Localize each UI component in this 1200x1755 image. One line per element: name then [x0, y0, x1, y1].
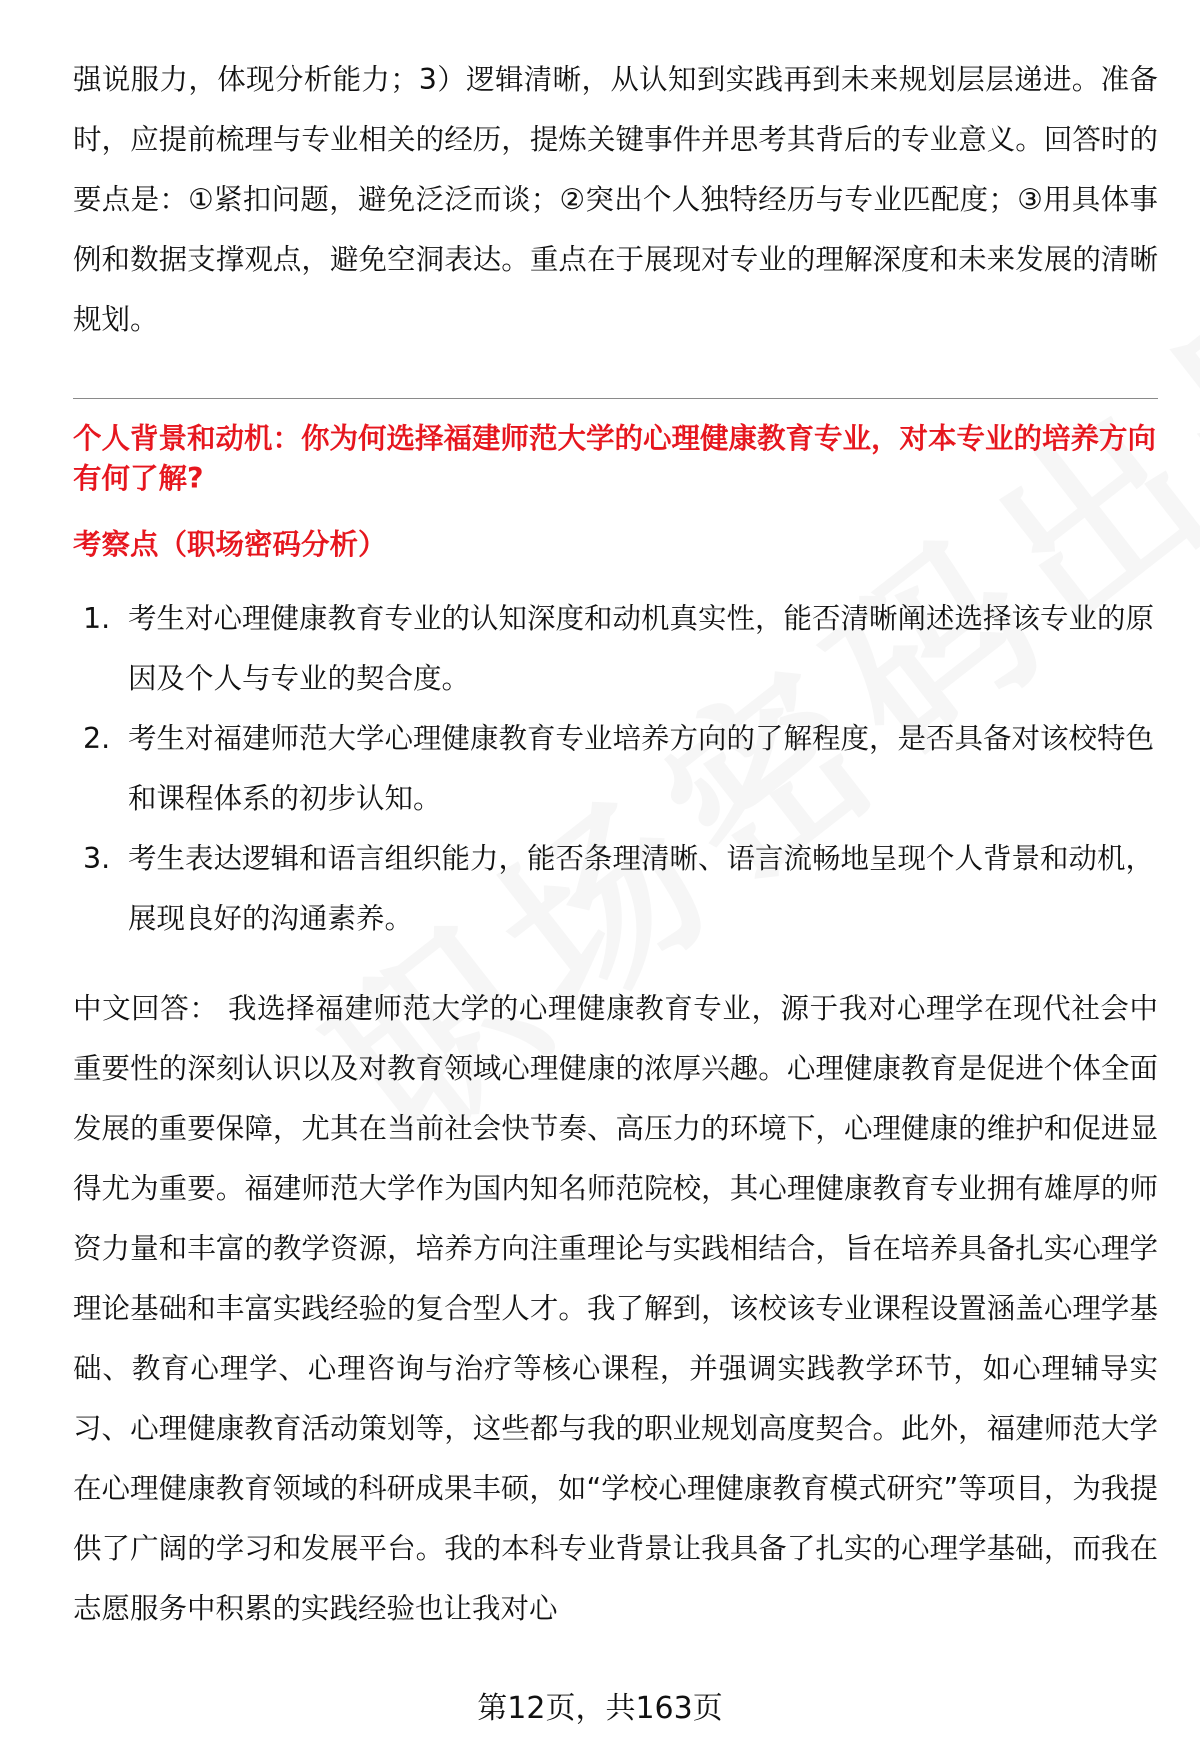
list-item-number: 3. [83, 842, 111, 875]
list-item-number: 1. [83, 602, 111, 635]
intro-paragraph: 强说服力，体现分析能力；3）逻辑清晰，从认知到实践再到未来规划层层递进。准备时，应提前梳理与专业相关的经历，提炼关键事件并思考其背后的专业意义。回答时的要点是：①紧扣问题，避免泛泛而谈；②突出个人独特经历与专业匹配度；③用具体事例和数据支撑观点，避免空洞表达。重点在于展现对专业的理解深度和未来发展的清晰规划。 [73, 63, 1158, 336]
analysis-subheading: 考察点（职场密码分析） [73, 528, 387, 561]
page-number-footer: 第12页，共163页 [477, 1691, 723, 1726]
list-item [73, 829, 1158, 949]
list-item [73, 589, 1158, 709]
question-heading: 个人背景和动机：你为何选择福建师范大学的心理健康教育专业，对本专业的培养方向有何了解? [73, 422, 1157, 495]
list-item-text: 考生对福建师范大学心理健康教育专业培养方向的了解程度，是否具备对该校特色和课程体系的初步认知。 [128, 722, 1155, 815]
list-item [73, 709, 1158, 829]
page-content [73, 50, 1158, 1639]
answer-paragraph: 中文回答： 我选择福建师范大学的心理健康教育专业，源于我对心理学在现代社会中重要性的深刻认识以及对教育领域心理健康的浓厚兴趣。心理健康教育是促进个体全面发展的重要保障，尤其在当前社会快节奏、高压力的环境下，心理健康的维护和促进显得尤为重要。福建师范大学作为国内知名师范院校，其心理健康教育专业拥有雄厚的师资力量和丰富的教学资源，培养方向注重理论与实践相结合，旨在培养具备扎实心理学理论基础和丰富实践经验的复合型人才。我了解到，该校该专业课程设置涵盖心理学基础、教育心理学、心理咨询与治疗等核心课程，并强调实践教学环节，如心理辅导实习、心理健康教育活动策划等，这些都与我的职业规划高度契合。此外，福建师范大学在心理健康教育领域的科研成果丰硕，如“学校心理健康教育模式研究”等项目，为我提供了广阔的学习和发展平台。我的本科专业背景让我具备了扎实的心理学基础，而我在志愿服务中积累的实践经验也让我对心 [73, 992, 1158, 1625]
list-item-number: 2. [83, 722, 111, 755]
list-item-text: 考生对心理健康教育专业的认知深度和动机真实性，能否清晰阐述选择该专业的原因及个人与专业的契合度。 [128, 602, 1155, 695]
list-item-text: 考生表达逻辑和语言组织能力，能否条理清晰、语言流畅地呈现个人背景和动机，展现良好的沟通素养。 [128, 842, 1155, 935]
points-list [73, 589, 1158, 949]
section-divider [73, 398, 1158, 399]
